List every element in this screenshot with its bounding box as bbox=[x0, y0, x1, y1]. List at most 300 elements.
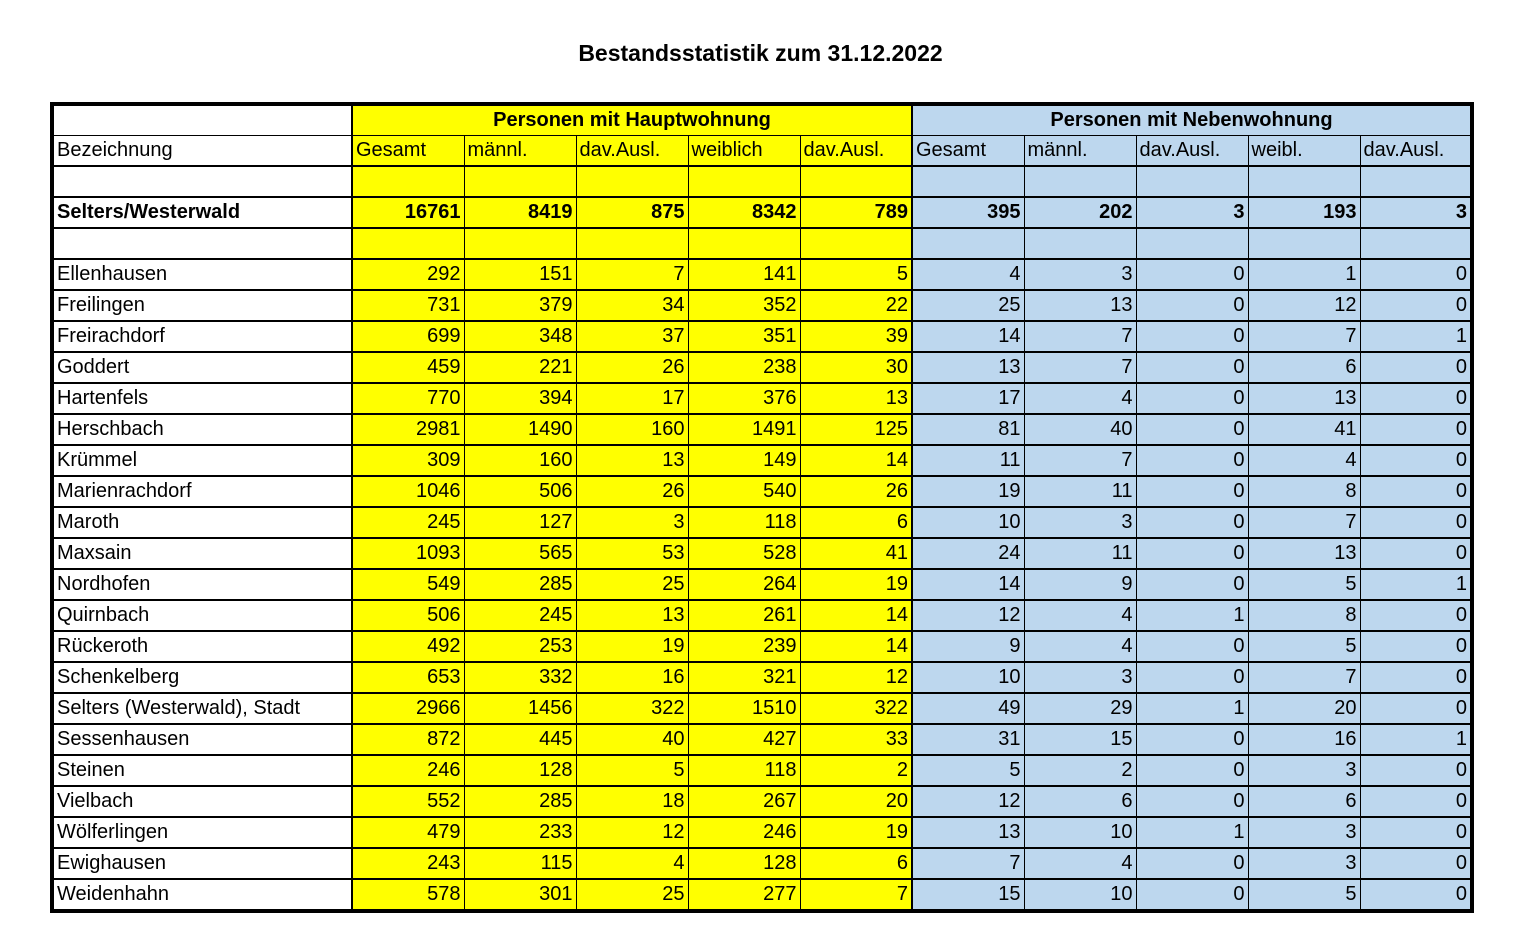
neben-weibl-cell: 7 bbox=[1248, 507, 1360, 538]
table-row bbox=[52, 538, 1472, 569]
haupt-dav-ausl-w-cell: 41 bbox=[800, 538, 912, 569]
neben-dav-ausl-m-cell: 0 bbox=[1136, 321, 1248, 352]
haupt-dav-ausl-w-cell: 7 bbox=[800, 879, 912, 911]
neben-dav-ausl-m-cell: 1 bbox=[1136, 600, 1248, 631]
haupt-weiblich-cell: 352 bbox=[688, 290, 800, 321]
haupt-dav-ausl-w-cell: 30 bbox=[800, 352, 912, 383]
neben-dav-ausl-m-cell: 0 bbox=[1136, 569, 1248, 600]
haupt-dav-ausl-m-cell: 40 bbox=[576, 724, 688, 755]
haupt-maennl-cell: 394 bbox=[464, 383, 576, 414]
neben-dav-ausl-w-cell: 1 bbox=[1360, 321, 1472, 352]
neben-dav-ausl-w-cell: 0 bbox=[1360, 817, 1472, 848]
spacer-cell bbox=[912, 228, 1024, 259]
haupt-weiblich-cell: 427 bbox=[688, 724, 800, 755]
neben-gesamt-cell: 10 bbox=[912, 662, 1024, 693]
spacer-cell bbox=[1136, 166, 1248, 197]
haupt-weiblich-cell: 351 bbox=[688, 321, 800, 352]
total-haupt-gesamt: 16761 bbox=[352, 197, 464, 228]
neben-dav-ausl-m-cell: 0 bbox=[1136, 414, 1248, 445]
total-neben-weibl: 193 bbox=[1248, 197, 1360, 228]
haupt-maennl-cell: 245 bbox=[464, 600, 576, 631]
neben-maennl-cell: 4 bbox=[1024, 600, 1136, 631]
haupt-dav-ausl-m-cell: 5 bbox=[576, 755, 688, 786]
neben-gesamt-cell: 15 bbox=[912, 879, 1024, 911]
neben-group-header: Personen mit Nebenwohnung bbox=[912, 104, 1472, 136]
neben-gesamt-cell: 81 bbox=[912, 414, 1024, 445]
neben-maennl-cell: 7 bbox=[1024, 445, 1136, 476]
municipality-name-cell: Nordhofen bbox=[52, 569, 352, 600]
haupt-dav-ausl-m-cell: 25 bbox=[576, 879, 688, 911]
spacer-cell bbox=[464, 228, 576, 259]
column-header-haupt-dav-ausl-m: dav.Ausl. bbox=[576, 136, 688, 167]
municipality-name-cell: Quirnbach bbox=[52, 600, 352, 631]
neben-gesamt-cell: 24 bbox=[912, 538, 1024, 569]
table-row bbox=[52, 383, 1472, 414]
neben-weibl-cell: 7 bbox=[1248, 662, 1360, 693]
neben-maennl-cell: 40 bbox=[1024, 414, 1136, 445]
haupt-weiblich-cell: 128 bbox=[688, 848, 800, 879]
haupt-weiblich-cell: 264 bbox=[688, 569, 800, 600]
haupt-gesamt-cell: 578 bbox=[352, 879, 464, 911]
neben-dav-ausl-w-cell: 1 bbox=[1360, 569, 1472, 600]
haupt-maennl-cell: 332 bbox=[464, 662, 576, 693]
neben-maennl-cell: 3 bbox=[1024, 507, 1136, 538]
neben-gesamt-cell: 12 bbox=[912, 786, 1024, 817]
column-header-haupt-maennl: männl. bbox=[464, 136, 576, 167]
neben-maennl-cell: 2 bbox=[1024, 755, 1136, 786]
neben-dav-ausl-m-cell: 0 bbox=[1136, 879, 1248, 911]
haupt-dav-ausl-w-cell: 322 bbox=[800, 693, 912, 724]
haupt-dav-ausl-w-cell: 39 bbox=[800, 321, 912, 352]
haupt-maennl-cell: 127 bbox=[464, 507, 576, 538]
neben-weibl-cell: 41 bbox=[1248, 414, 1360, 445]
table-row bbox=[52, 662, 1472, 693]
haupt-weiblich-cell: 118 bbox=[688, 755, 800, 786]
municipality-name-cell: Maroth bbox=[52, 507, 352, 538]
neben-weibl-cell: 5 bbox=[1248, 879, 1360, 911]
haupt-maennl-cell: 285 bbox=[464, 569, 576, 600]
table-row bbox=[52, 476, 1472, 507]
neben-gesamt-cell: 9 bbox=[912, 631, 1024, 662]
municipality-name-cell: Herschbach bbox=[52, 414, 352, 445]
haupt-gesamt-cell: 549 bbox=[352, 569, 464, 600]
municipality-name-cell: Freirachdorf bbox=[52, 321, 352, 352]
municipality-name-cell: Selters (Westerwald), Stadt bbox=[52, 693, 352, 724]
municipality-name-cell: Ellenhausen bbox=[52, 259, 352, 290]
group-header-empty-cell bbox=[52, 104, 352, 136]
haupt-dav-ausl-m-cell: 18 bbox=[576, 786, 688, 817]
haupt-weiblich-cell: 528 bbox=[688, 538, 800, 569]
haupt-dav-ausl-w-cell: 22 bbox=[800, 290, 912, 321]
haupt-dav-ausl-w-cell: 6 bbox=[800, 848, 912, 879]
neben-gesamt-cell: 25 bbox=[912, 290, 1024, 321]
neben-weibl-cell: 8 bbox=[1248, 600, 1360, 631]
haupt-gesamt-cell: 699 bbox=[352, 321, 464, 352]
neben-dav-ausl-w-cell: 0 bbox=[1360, 662, 1472, 693]
haupt-gesamt-cell: 292 bbox=[352, 259, 464, 290]
spacer-cell bbox=[1024, 228, 1136, 259]
neben-weibl-cell: 13 bbox=[1248, 383, 1360, 414]
haupt-dav-ausl-w-cell: 2 bbox=[800, 755, 912, 786]
neben-weibl-cell: 16 bbox=[1248, 724, 1360, 755]
neben-dav-ausl-m-cell: 0 bbox=[1136, 259, 1248, 290]
haupt-weiblich-cell: 1510 bbox=[688, 693, 800, 724]
spacer-cell bbox=[576, 228, 688, 259]
haupt-maennl-cell: 1490 bbox=[464, 414, 576, 445]
neben-dav-ausl-w-cell: 0 bbox=[1360, 755, 1472, 786]
neben-dav-ausl-m-cell: 0 bbox=[1136, 662, 1248, 693]
statistics-table bbox=[50, 102, 1474, 913]
total-neben-dav-ausl-w: 3 bbox=[1360, 197, 1472, 228]
municipality-name-cell: Goddert bbox=[52, 352, 352, 383]
haupt-dav-ausl-w-cell: 125 bbox=[800, 414, 912, 445]
neben-weibl-cell: 6 bbox=[1248, 352, 1360, 383]
haupt-weiblich-cell: 261 bbox=[688, 600, 800, 631]
neben-dav-ausl-w-cell: 0 bbox=[1360, 848, 1472, 879]
haupt-gesamt-cell: 506 bbox=[352, 600, 464, 631]
neben-dav-ausl-m-cell: 1 bbox=[1136, 817, 1248, 848]
municipality-name-cell: Maxsain bbox=[52, 538, 352, 569]
municipality-name-cell: Schenkelberg bbox=[52, 662, 352, 693]
neben-gesamt-cell: 13 bbox=[912, 352, 1024, 383]
haupt-weiblich-cell: 141 bbox=[688, 259, 800, 290]
table-row bbox=[52, 259, 1472, 290]
column-header-neben-weibl: weibl. bbox=[1248, 136, 1360, 167]
neben-weibl-cell: 3 bbox=[1248, 817, 1360, 848]
municipality-name-cell: Wölferlingen bbox=[52, 817, 352, 848]
haupt-gesamt-cell: 552 bbox=[352, 786, 464, 817]
neben-weibl-cell: 12 bbox=[1248, 290, 1360, 321]
haupt-gesamt-cell: 731 bbox=[352, 290, 464, 321]
neben-dav-ausl-w-cell: 0 bbox=[1360, 352, 1472, 383]
haupt-dav-ausl-m-cell: 3 bbox=[576, 507, 688, 538]
haupt-dav-ausl-m-cell: 37 bbox=[576, 321, 688, 352]
neben-dav-ausl-w-cell: 0 bbox=[1360, 600, 1472, 631]
haupt-maennl-cell: 221 bbox=[464, 352, 576, 383]
neben-weibl-cell: 5 bbox=[1248, 631, 1360, 662]
haupt-maennl-cell: 253 bbox=[464, 631, 576, 662]
table-row bbox=[52, 631, 1472, 662]
neben-dav-ausl-m-cell: 0 bbox=[1136, 445, 1248, 476]
neben-dav-ausl-m-cell: 0 bbox=[1136, 786, 1248, 817]
haupt-weiblich-cell: 376 bbox=[688, 383, 800, 414]
municipality-name-cell: Rückeroth bbox=[52, 631, 352, 662]
neben-maennl-cell: 10 bbox=[1024, 879, 1136, 911]
neben-dav-ausl-m-cell: 0 bbox=[1136, 352, 1248, 383]
haupt-dav-ausl-m-cell: 26 bbox=[576, 476, 688, 507]
haupt-dav-ausl-m-cell: 13 bbox=[576, 445, 688, 476]
haupt-dav-ausl-m-cell: 17 bbox=[576, 383, 688, 414]
haupt-dav-ausl-m-cell: 25 bbox=[576, 569, 688, 600]
neben-weibl-cell: 20 bbox=[1248, 693, 1360, 724]
neben-dav-ausl-m-cell: 0 bbox=[1136, 755, 1248, 786]
haupt-dav-ausl-m-cell: 34 bbox=[576, 290, 688, 321]
spacer-row bbox=[52, 228, 1472, 259]
table-row bbox=[52, 724, 1472, 755]
haupt-gesamt-cell: 459 bbox=[352, 352, 464, 383]
spacer-cell bbox=[1360, 228, 1472, 259]
table-row bbox=[52, 817, 1472, 848]
neben-gesamt-cell: 31 bbox=[912, 724, 1024, 755]
total-row bbox=[52, 197, 1472, 228]
table-row bbox=[52, 569, 1472, 600]
neben-gesamt-cell: 13 bbox=[912, 817, 1024, 848]
haupt-gesamt-cell: 492 bbox=[352, 631, 464, 662]
neben-maennl-cell: 9 bbox=[1024, 569, 1136, 600]
neben-maennl-cell: 7 bbox=[1024, 321, 1136, 352]
neben-weibl-cell: 3 bbox=[1248, 848, 1360, 879]
neben-dav-ausl-w-cell: 0 bbox=[1360, 693, 1472, 724]
haupt-gesamt-cell: 2981 bbox=[352, 414, 464, 445]
column-header-neben-gesamt: Gesamt bbox=[912, 136, 1024, 167]
spacer-cell bbox=[688, 166, 800, 197]
haupt-maennl-cell: 301 bbox=[464, 879, 576, 911]
haupt-dav-ausl-w-cell: 26 bbox=[800, 476, 912, 507]
haupt-dav-ausl-m-cell: 26 bbox=[576, 352, 688, 383]
municipality-name-cell: Hartenfels bbox=[52, 383, 352, 414]
neben-gesamt-cell: 17 bbox=[912, 383, 1024, 414]
haupt-weiblich-cell: 277 bbox=[688, 879, 800, 911]
municipality-name-cell: Vielbach bbox=[52, 786, 352, 817]
spacer-cell bbox=[800, 228, 912, 259]
haupt-dav-ausl-m-cell: 7 bbox=[576, 259, 688, 290]
neben-maennl-cell: 13 bbox=[1024, 290, 1136, 321]
haupt-weiblich-cell: 321 bbox=[688, 662, 800, 693]
haupt-group-header: Personen mit Hauptwohnung bbox=[352, 104, 912, 136]
neben-dav-ausl-m-cell: 0 bbox=[1136, 848, 1248, 879]
neben-dav-ausl-m-cell: 0 bbox=[1136, 476, 1248, 507]
neben-dav-ausl-m-cell: 0 bbox=[1136, 507, 1248, 538]
neben-gesamt-cell: 4 bbox=[912, 259, 1024, 290]
haupt-maennl-cell: 160 bbox=[464, 445, 576, 476]
neben-dav-ausl-w-cell: 0 bbox=[1360, 631, 1472, 662]
haupt-dav-ausl-w-cell: 19 bbox=[800, 817, 912, 848]
haupt-maennl-cell: 348 bbox=[464, 321, 576, 352]
neben-gesamt-cell: 19 bbox=[912, 476, 1024, 507]
column-header-haupt-weiblich: weiblich bbox=[688, 136, 800, 167]
spacer-cell bbox=[352, 228, 464, 259]
group-header-row bbox=[52, 104, 1472, 136]
haupt-dav-ausl-w-cell: 13 bbox=[800, 383, 912, 414]
haupt-maennl-cell: 115 bbox=[464, 848, 576, 879]
spacer-row bbox=[52, 166, 1472, 197]
neben-dav-ausl-w-cell: 0 bbox=[1360, 879, 1472, 911]
neben-weibl-cell: 7 bbox=[1248, 321, 1360, 352]
neben-dav-ausl-m-cell: 0 bbox=[1136, 724, 1248, 755]
neben-dav-ausl-w-cell: 0 bbox=[1360, 507, 1472, 538]
table-row bbox=[52, 352, 1472, 383]
municipality-name-cell: Weidenhahn bbox=[52, 879, 352, 911]
neben-weibl-cell: 4 bbox=[1248, 445, 1360, 476]
neben-gesamt-cell: 7 bbox=[912, 848, 1024, 879]
haupt-dav-ausl-w-cell: 6 bbox=[800, 507, 912, 538]
total-neben-dav-ausl-m: 3 bbox=[1136, 197, 1248, 228]
total-name-cell: Selters/Westerwald bbox=[52, 197, 352, 228]
haupt-dav-ausl-m-cell: 53 bbox=[576, 538, 688, 569]
haupt-dav-ausl-m-cell: 4 bbox=[576, 848, 688, 879]
neben-gesamt-cell: 11 bbox=[912, 445, 1024, 476]
neben-maennl-cell: 7 bbox=[1024, 352, 1136, 383]
column-header-neben-dav-ausl-w: dav.Ausl. bbox=[1360, 136, 1472, 167]
neben-dav-ausl-w-cell: 0 bbox=[1360, 414, 1472, 445]
neben-maennl-cell: 4 bbox=[1024, 383, 1136, 414]
neben-dav-ausl-m-cell: 0 bbox=[1136, 290, 1248, 321]
neben-dav-ausl-w-cell: 0 bbox=[1360, 445, 1472, 476]
haupt-dav-ausl-w-cell: 14 bbox=[800, 631, 912, 662]
column-header-bezeichnung: Bezeichnung bbox=[52, 136, 352, 167]
haupt-maennl-cell: 379 bbox=[464, 290, 576, 321]
table-row bbox=[52, 848, 1472, 879]
spacer-cell bbox=[688, 228, 800, 259]
haupt-gesamt-cell: 246 bbox=[352, 755, 464, 786]
haupt-weiblich-cell: 246 bbox=[688, 817, 800, 848]
haupt-maennl-cell: 233 bbox=[464, 817, 576, 848]
haupt-dav-ausl-w-cell: 12 bbox=[800, 662, 912, 693]
spacer-cell bbox=[464, 166, 576, 197]
table-row bbox=[52, 755, 1472, 786]
municipality-name-cell: Ewighausen bbox=[52, 848, 352, 879]
neben-maennl-cell: 3 bbox=[1024, 662, 1136, 693]
neben-maennl-cell: 29 bbox=[1024, 693, 1136, 724]
municipality-name-cell: Marienrachdorf bbox=[52, 476, 352, 507]
neben-maennl-cell: 11 bbox=[1024, 476, 1136, 507]
neben-gesamt-cell: 49 bbox=[912, 693, 1024, 724]
total-haupt-weiblich: 8342 bbox=[688, 197, 800, 228]
haupt-dav-ausl-w-cell: 19 bbox=[800, 569, 912, 600]
haupt-maennl-cell: 151 bbox=[464, 259, 576, 290]
spacer-cell bbox=[912, 166, 1024, 197]
neben-dav-ausl-m-cell: 0 bbox=[1136, 383, 1248, 414]
neben-gesamt-cell: 12 bbox=[912, 600, 1024, 631]
spacer-cell bbox=[576, 166, 688, 197]
haupt-weiblich-cell: 540 bbox=[688, 476, 800, 507]
neben-gesamt-cell: 5 bbox=[912, 755, 1024, 786]
neben-maennl-cell: 10 bbox=[1024, 817, 1136, 848]
table-row bbox=[52, 445, 1472, 476]
spacer-cell bbox=[1360, 166, 1472, 197]
column-header-row bbox=[52, 136, 1472, 167]
total-haupt-dav-ausl-w: 789 bbox=[800, 197, 912, 228]
haupt-gesamt-cell: 2966 bbox=[352, 693, 464, 724]
neben-dav-ausl-m-cell: 0 bbox=[1136, 631, 1248, 662]
haupt-dav-ausl-m-cell: 160 bbox=[576, 414, 688, 445]
neben-dav-ausl-m-cell: 1 bbox=[1136, 693, 1248, 724]
spacer-cell bbox=[1248, 166, 1360, 197]
haupt-dav-ausl-m-cell: 16 bbox=[576, 662, 688, 693]
municipality-name-cell: Freilingen bbox=[52, 290, 352, 321]
spacer-cell bbox=[1024, 166, 1136, 197]
haupt-weiblich-cell: 1491 bbox=[688, 414, 800, 445]
neben-maennl-cell: 4 bbox=[1024, 631, 1136, 662]
column-header-haupt-dav-ausl-w: dav.Ausl. bbox=[800, 136, 912, 167]
neben-dav-ausl-w-cell: 0 bbox=[1360, 383, 1472, 414]
spacer-cell bbox=[800, 166, 912, 197]
haupt-gesamt-cell: 309 bbox=[352, 445, 464, 476]
table-body bbox=[52, 104, 1472, 911]
haupt-dav-ausl-w-cell: 14 bbox=[800, 600, 912, 631]
page-title: Bestandsstatistik zum 31.12.2022 bbox=[578, 40, 943, 66]
neben-dav-ausl-w-cell: 1 bbox=[1360, 724, 1472, 755]
neben-maennl-cell: 6 bbox=[1024, 786, 1136, 817]
neben-gesamt-cell: 10 bbox=[912, 507, 1024, 538]
table-row bbox=[52, 600, 1472, 631]
neben-maennl-cell: 3 bbox=[1024, 259, 1136, 290]
neben-dav-ausl-m-cell: 0 bbox=[1136, 538, 1248, 569]
municipality-name-cell: Krümmel bbox=[52, 445, 352, 476]
table-row bbox=[52, 321, 1472, 352]
table-row bbox=[52, 786, 1472, 817]
neben-gesamt-cell: 14 bbox=[912, 569, 1024, 600]
neben-weibl-cell: 6 bbox=[1248, 786, 1360, 817]
neben-weibl-cell: 1 bbox=[1248, 259, 1360, 290]
haupt-maennl-cell: 445 bbox=[464, 724, 576, 755]
column-header-neben-dav-ausl-m: dav.Ausl. bbox=[1136, 136, 1248, 167]
column-header-neben-maennl: männl. bbox=[1024, 136, 1136, 167]
haupt-weiblich-cell: 118 bbox=[688, 507, 800, 538]
total-haupt-maennl: 8419 bbox=[464, 197, 576, 228]
neben-gesamt-cell: 14 bbox=[912, 321, 1024, 352]
neben-dav-ausl-w-cell: 0 bbox=[1360, 476, 1472, 507]
column-header-haupt-gesamt: Gesamt bbox=[352, 136, 464, 167]
table-row bbox=[52, 290, 1472, 321]
neben-weibl-cell: 8 bbox=[1248, 476, 1360, 507]
haupt-maennl-cell: 285 bbox=[464, 786, 576, 817]
spacer-cell bbox=[1248, 228, 1360, 259]
neben-weibl-cell: 3 bbox=[1248, 755, 1360, 786]
spacer-cell bbox=[352, 166, 464, 197]
neben-weibl-cell: 5 bbox=[1248, 569, 1360, 600]
haupt-maennl-cell: 565 bbox=[464, 538, 576, 569]
haupt-dav-ausl-w-cell: 5 bbox=[800, 259, 912, 290]
neben-dav-ausl-w-cell: 0 bbox=[1360, 290, 1472, 321]
haupt-maennl-cell: 1456 bbox=[464, 693, 576, 724]
municipality-name-cell: Sessenhausen bbox=[52, 724, 352, 755]
haupt-dav-ausl-w-cell: 14 bbox=[800, 445, 912, 476]
haupt-gesamt-cell: 1046 bbox=[352, 476, 464, 507]
table-row bbox=[52, 879, 1472, 911]
haupt-gesamt-cell: 243 bbox=[352, 848, 464, 879]
haupt-dav-ausl-w-cell: 20 bbox=[800, 786, 912, 817]
neben-weibl-cell: 13 bbox=[1248, 538, 1360, 569]
municipality-name-cell: Steinen bbox=[52, 755, 352, 786]
table-row bbox=[52, 693, 1472, 724]
haupt-gesamt-cell: 479 bbox=[352, 817, 464, 848]
haupt-weiblich-cell: 239 bbox=[688, 631, 800, 662]
neben-dav-ausl-w-cell: 0 bbox=[1360, 786, 1472, 817]
haupt-gesamt-cell: 872 bbox=[352, 724, 464, 755]
haupt-dav-ausl-m-cell: 12 bbox=[576, 817, 688, 848]
total-haupt-dav-ausl-m: 875 bbox=[576, 197, 688, 228]
haupt-dav-ausl-m-cell: 19 bbox=[576, 631, 688, 662]
haupt-maennl-cell: 506 bbox=[464, 476, 576, 507]
total-neben-gesamt: 395 bbox=[912, 197, 1024, 228]
haupt-maennl-cell: 128 bbox=[464, 755, 576, 786]
haupt-weiblich-cell: 267 bbox=[688, 786, 800, 817]
neben-maennl-cell: 11 bbox=[1024, 538, 1136, 569]
spacer-cell bbox=[52, 166, 352, 197]
total-neben-maennl: 202 bbox=[1024, 197, 1136, 228]
table-row bbox=[52, 507, 1472, 538]
haupt-weiblich-cell: 238 bbox=[688, 352, 800, 383]
haupt-gesamt-cell: 653 bbox=[352, 662, 464, 693]
haupt-dav-ausl-m-cell: 13 bbox=[576, 600, 688, 631]
neben-dav-ausl-w-cell: 0 bbox=[1360, 259, 1472, 290]
neben-dav-ausl-w-cell: 0 bbox=[1360, 538, 1472, 569]
haupt-weiblich-cell: 149 bbox=[688, 445, 800, 476]
spacer-cell bbox=[1136, 228, 1248, 259]
haupt-gesamt-cell: 245 bbox=[352, 507, 464, 538]
haupt-gesamt-cell: 1093 bbox=[352, 538, 464, 569]
